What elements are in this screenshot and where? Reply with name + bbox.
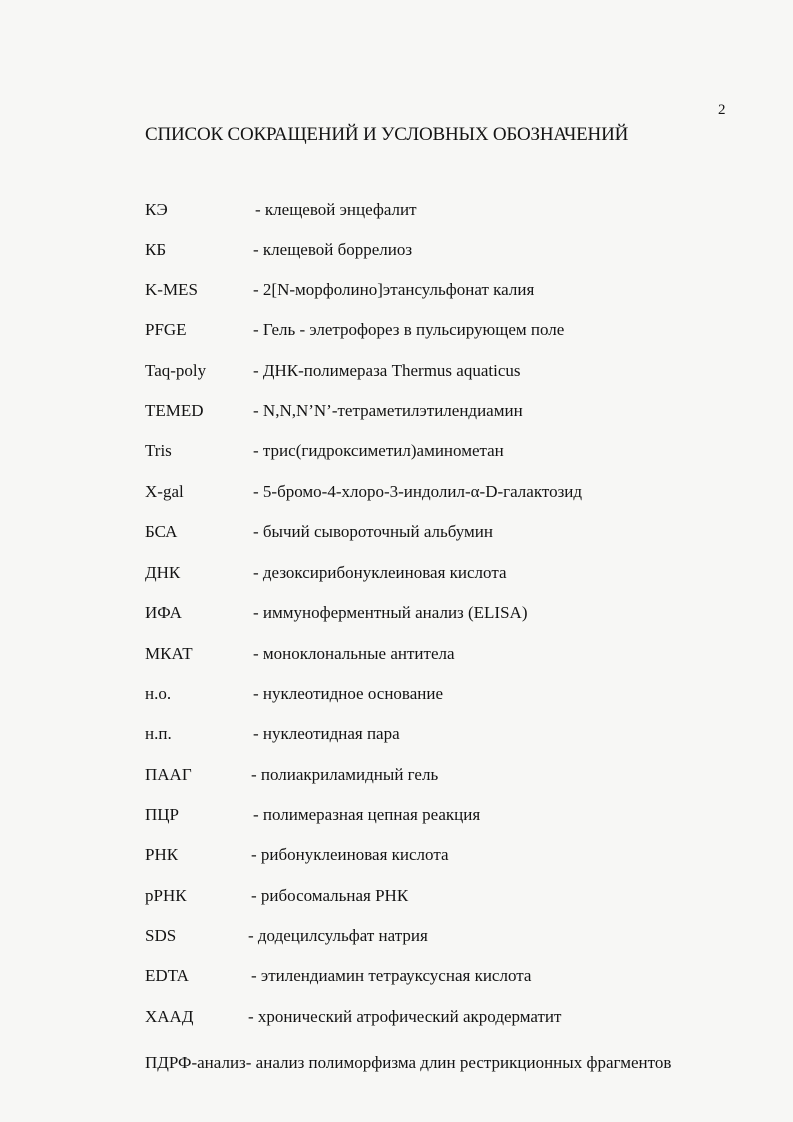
abbreviation-definition: - хронический атрофический акродерматит (248, 1007, 562, 1026)
abbreviation-row (145, 724, 745, 754)
abbreviation-definition: - додецилсульфат натрия (248, 926, 428, 945)
abbreviation-row (145, 805, 745, 835)
abbreviation-term: Taq-poly (145, 361, 207, 380)
abbreviation-term: K-MES (145, 280, 198, 299)
abbreviation-row (145, 320, 745, 350)
abbreviation-term: КБ (145, 240, 167, 259)
abbreviation-row (145, 482, 745, 512)
abbreviation-definition: - 5-бромо-4-хлоро-3-индолил-α-D-галактозид (253, 482, 583, 501)
abbreviation-definition: - N,N,N’N’-тетраметилэтилендиамин (253, 401, 523, 420)
abbreviation-term: X-gal (145, 482, 184, 501)
abbreviation-row (145, 684, 745, 714)
abbreviation-definition: - 2[N-морфолино]этансульфонат калия (253, 280, 535, 299)
abbreviation-term: SDS (145, 926, 177, 945)
abbreviation-row (145, 765, 745, 795)
abbreviation-definition: - рибонуклеиновая кислота (251, 845, 449, 864)
abbreviation-definition: - Гель - элетрофорез в пульсирующем поле (253, 320, 565, 339)
abbreviation-term: Tris (145, 441, 172, 460)
abbreviation-term: МКАТ (145, 644, 193, 663)
abbreviation-definition: - клещевой боррелиоз (253, 240, 413, 259)
abbreviation-term: TEMED (145, 401, 204, 420)
abbreviation-definition: - рибосомальная РНК (251, 886, 409, 905)
abbreviation-term: EDTA (145, 966, 189, 985)
abbreviation-definition: - бычий сывороточный альбумин (253, 522, 493, 541)
page-title: СПИСОК СОКРАЩЕНИЙ И УСЛОВНЫХ ОБОЗНАЧЕНИЙ (145, 124, 629, 145)
abbreviation-term: РНК (145, 845, 179, 864)
abbreviation-row (145, 966, 745, 996)
abbreviation-definition: - нуклеотидное основание (253, 684, 444, 703)
abbreviation-row (145, 845, 745, 875)
abbreviation-row (145, 280, 745, 310)
abbreviation-row (145, 441, 745, 471)
abbreviation-definition: - нуклеотидная пара (253, 724, 400, 743)
abbreviation-definition: - ДНК-полимераза Thermus aquaticus (253, 361, 521, 380)
abbreviation-row (145, 401, 745, 431)
abbreviation-term: н.п. (145, 724, 172, 743)
abbreviation-definition: - моноклональные антитела (253, 644, 455, 663)
abbreviation-definition: - трис(гидроксиметил)аминометан (253, 441, 504, 460)
abbreviation-row (145, 603, 745, 633)
abbreviation-term: PFGE (145, 320, 187, 339)
abbreviation-row (145, 361, 745, 391)
abbreviation-row (145, 886, 745, 916)
abbreviation-term: ХААД (145, 1007, 194, 1026)
abbreviation-row (145, 200, 745, 230)
abbreviation-term: БСА (145, 522, 178, 541)
abbreviation-term: ИФА (145, 603, 182, 622)
abbreviation-term: н.о. (145, 684, 172, 703)
abbreviation-row (145, 240, 745, 270)
abbreviation-definition: - клещевой энцефалит (255, 200, 417, 219)
abbreviation-row (145, 563, 745, 593)
pdrf-definition-line: ПДРФ-анализ- анализ полиморфизма длин рестрикционных фрагментов (145, 1053, 672, 1072)
page-number: 2 (718, 102, 726, 118)
abbreviation-row (145, 644, 745, 674)
abbreviation-term: ПААГ (145, 765, 192, 784)
abbreviation-definition: - дезоксирибонуклеиновая кислота (253, 563, 507, 582)
abbreviation-definition: - иммуноферментный анализ (ELISA) (253, 603, 528, 622)
abbreviation-definition: - полимеразная цепная реакция (253, 805, 481, 824)
abbreviation-term: ДНК (145, 563, 181, 582)
abbreviation-term: рРНК (145, 886, 187, 905)
abbreviation-row (145, 926, 745, 956)
abbreviation-row (145, 522, 745, 552)
abbreviation-term: КЭ (145, 200, 168, 219)
abbreviation-row (145, 1007, 745, 1037)
abbreviation-definition: - этилендиамин тетрауксусная кислота (251, 966, 532, 985)
abbreviation-definition: - полиакриламидный гель (251, 765, 439, 784)
abbreviation-term: ПЦР (145, 805, 180, 824)
